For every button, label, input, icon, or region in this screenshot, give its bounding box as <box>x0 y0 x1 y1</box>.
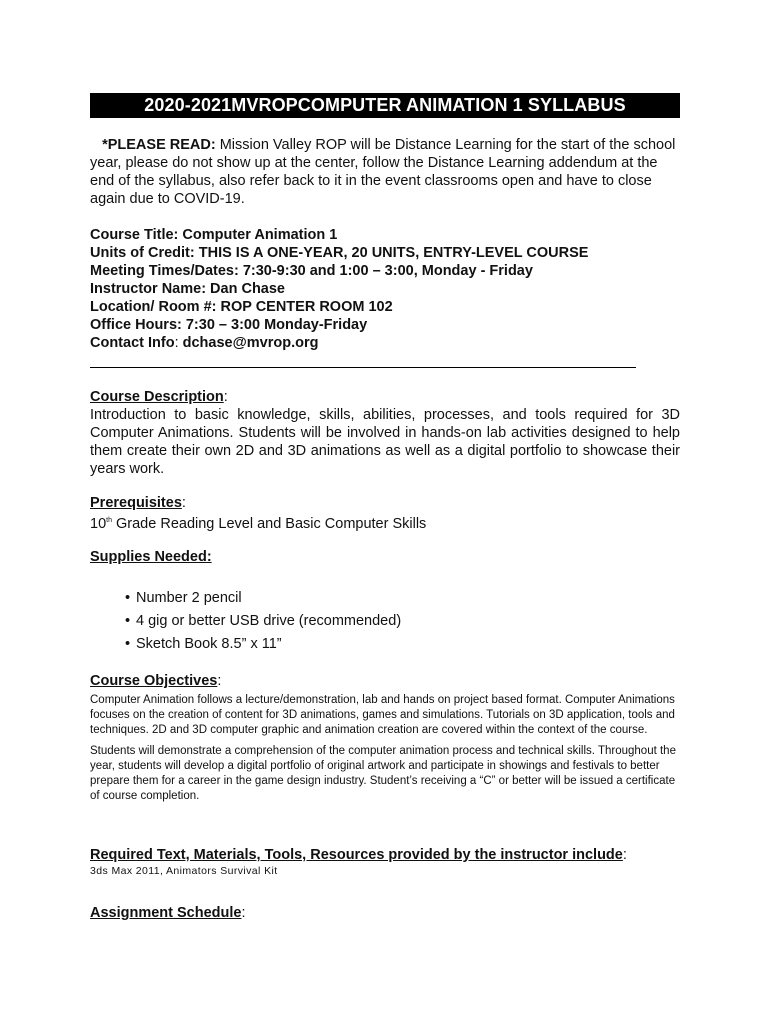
units-of-credit: Units of Credit: THIS IS A ONE-YEAR, 20 UNITS, ENTRY-LEVEL COURSE <box>90 245 589 261</box>
notice-text: Mission Valley ROP will be Distance Learning for the start of the school year, please do not show up at the center, follow the Distance Learning addendum at the end of the syllabus, also refer back to it in the event classrooms open and have to close again due to COVID-19. <box>90 137 676 207</box>
location-room: Location/ Room #: ROP CENTER ROOM 102 <box>90 299 393 315</box>
office-hours: Office Hours: 7:30 – 3:00 Monday-Friday <box>90 317 368 333</box>
supplies-heading: Supplies Needed: <box>90 549 212 565</box>
supply-label: 4 gig or better USB drive (recommended) <box>136 613 402 629</box>
prerequisites-heading: Prerequisites <box>90 495 182 511</box>
prerequisites-grade: 10 <box>90 515 107 532</box>
required-materials-colon: : <box>622 847 627 863</box>
course-objectives-heading: Course Objectives <box>90 673 218 689</box>
course-title: Course Title: Computer Animation 1 <box>90 227 338 243</box>
contact-info <box>90 334 680 352</box>
distance-learning-notice <box>90 136 680 208</box>
list-item <box>125 588 401 611</box>
contact-label: Contact Info <box>90 335 175 351</box>
instructor-name: Instructor Name: Dan Chase <box>90 281 285 297</box>
supplies-list <box>125 588 401 657</box>
assignment-schedule-heading: Assignment Schedule <box>90 905 242 921</box>
required-materials-heading: Required Text, Materials, Tools, Resources provided by the instructor include <box>90 847 623 863</box>
divider-line <box>90 367 636 368</box>
assignment-schedule-section <box>90 904 680 922</box>
course-objectives-paragraph-1: Computer Animation follows a lecture/demonstration, lab and hands on project based format. Computer Animations focuses on the creation of content for 3D animations, games and simulations. Tutorials on 3D application, tools and techniques. 2D and 3D computer graphic and animation creation are covered within the context of the course. <box>90 694 675 736</box>
course-description-colon: : <box>223 389 228 405</box>
course-description-text: Introduction to basic knowledge, skills, abilities, processes, and tools required for 3D Computer Animations. Students will be involved in hands-on lab activities designed to help them create their own 2D and 3D animations as well as a digital portfolio to showcase their years work. <box>90 407 680 477</box>
supply-label: Number 2 pencil <box>136 590 242 606</box>
prerequisites-section <box>90 494 680 533</box>
assignment-schedule-colon: : <box>241 905 246 921</box>
page-title: 2020-2021MVROPCOMPUTER ANIMATION 1 SYLLABUS <box>90 93 680 118</box>
course-info <box>90 226 680 352</box>
supply-label: Sketch Book 8.5” x 11” <box>136 636 282 652</box>
list-item <box>125 634 401 657</box>
list-item <box>125 611 401 634</box>
contact-email[interactable]: dchase@mvrop.org <box>182 335 319 351</box>
course-description-heading: Course Description <box>90 389 224 405</box>
notice-lead: *PLEASE READ: <box>102 137 216 153</box>
bullet-icon: • <box>125 613 131 629</box>
required-materials-section <box>90 846 680 878</box>
contact-separator: : <box>174 335 183 351</box>
course-objectives-section <box>90 672 680 804</box>
course-objectives-paragraph-2: Students will demonstrate a comprehension of the computer animation process and technical skills. Throughout the year, students will develop a digital portfolio of original artwork and participate in showings and festivals to better prepare them for a career in the game design industry. Student’s receiving a “C” or better will be issued a certificate of course completion. <box>90 745 676 802</box>
bullet-icon: • <box>125 590 131 606</box>
course-description-section <box>90 388 680 478</box>
bullet-icon: • <box>125 636 131 652</box>
prerequisites-text <box>90 512 680 533</box>
meeting-times: Meeting Times/Dates: 7:30-9:30 and 1:00 – 3:00, Monday - Friday <box>90 263 533 279</box>
supplies-section <box>90 548 680 566</box>
required-materials-text: 3ds Max 2011, Animators Survival Kit <box>90 865 278 877</box>
prerequisites-colon: : <box>181 495 186 511</box>
prerequisites-rest: Grade Reading Level and Basic Computer Skills <box>111 515 427 532</box>
course-objectives-colon: : <box>217 673 222 689</box>
prerequisites-grade-suffix: th <box>106 517 112 524</box>
